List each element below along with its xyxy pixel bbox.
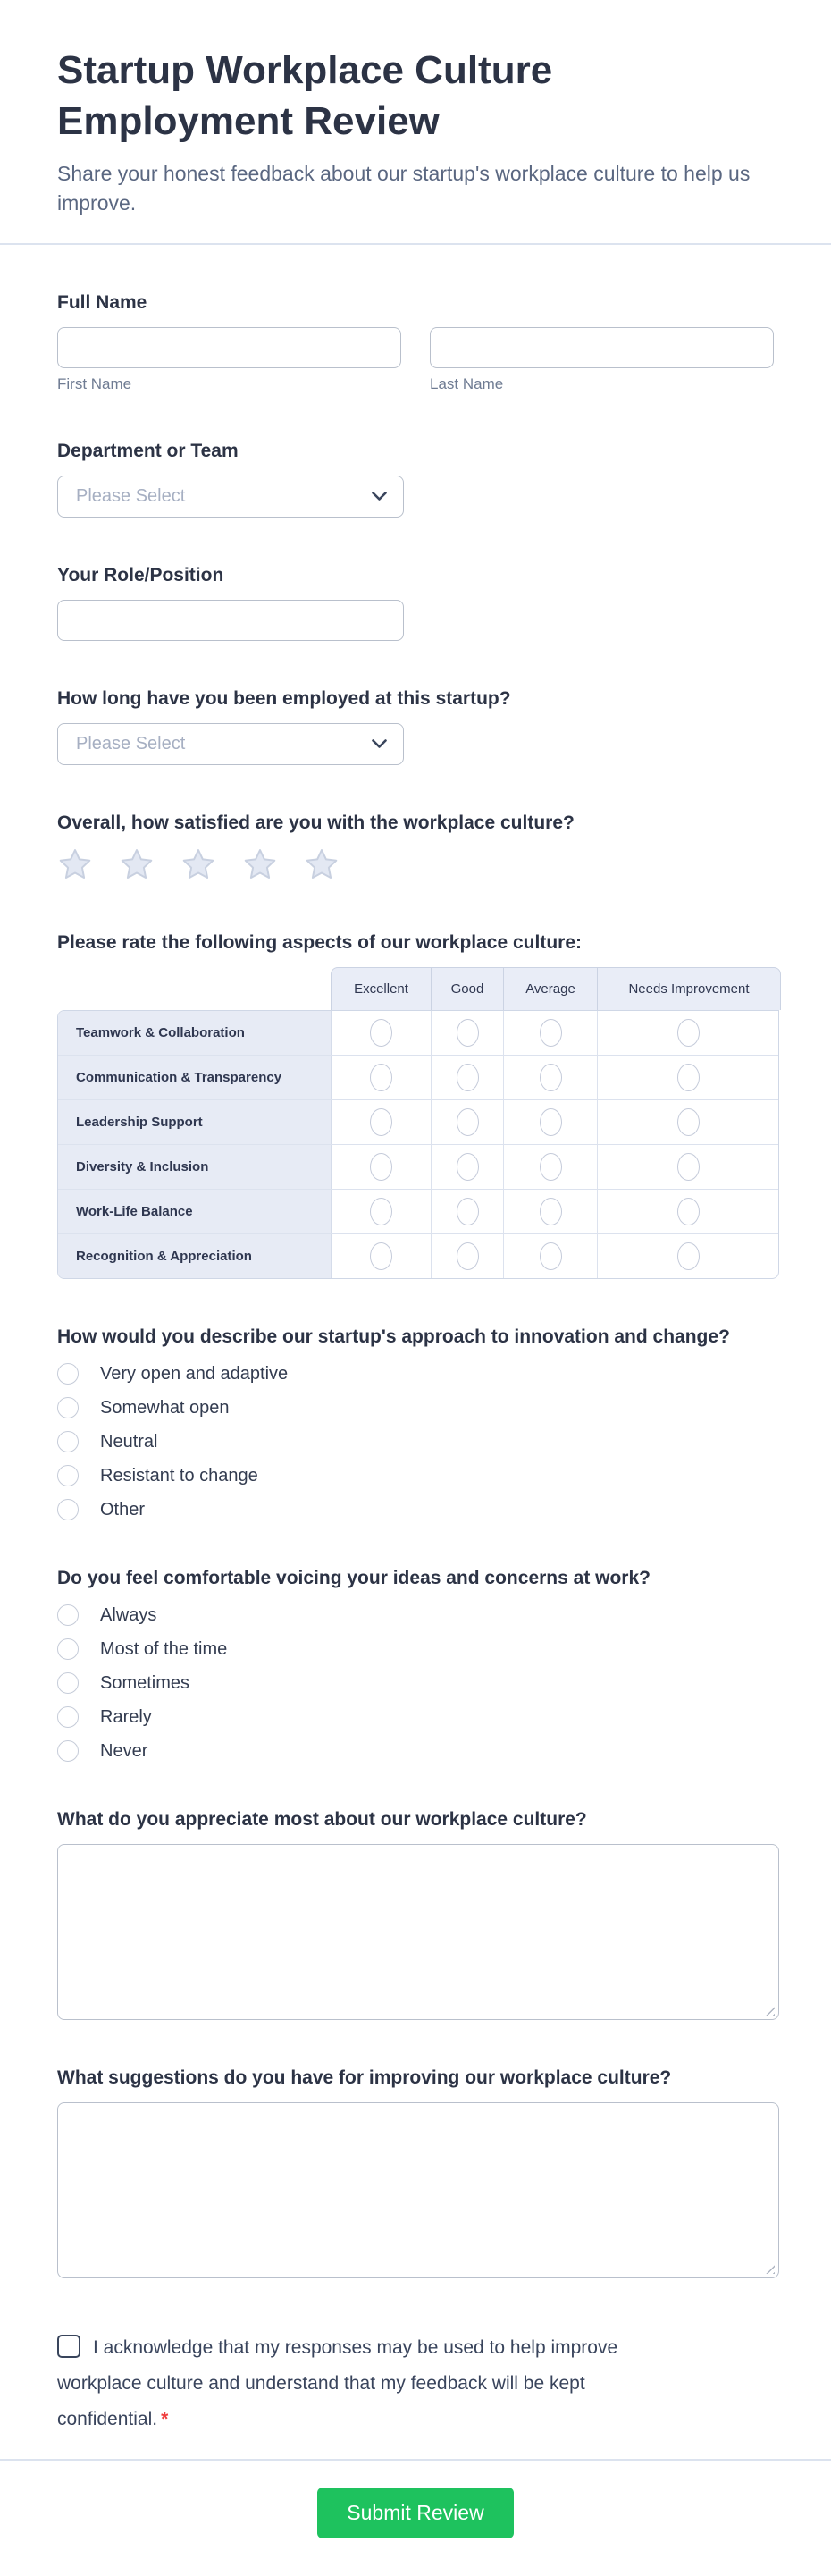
form-title: Startup Workplace Culture Employment Review	[57, 48, 553, 143]
table-row	[58, 1055, 778, 1099]
radio-circle[interactable]	[677, 1108, 700, 1136]
star-icon[interactable]	[304, 847, 340, 885]
radio-circle[interactable]	[57, 1499, 79, 1520]
row-label: Diversity & Inclusion	[58, 1145, 332, 1189]
submit-button[interactable]: Submit Review	[317, 2488, 514, 2538]
table-radio-cell-good[interactable]	[432, 1056, 504, 1099]
table-row	[58, 1099, 778, 1144]
required-asterisk: *	[161, 2409, 169, 2429]
radio-circle[interactable]	[677, 1153, 700, 1181]
table-radio-cell-average[interactable]	[504, 1145, 598, 1189]
rating-column-header: Excellent	[331, 967, 432, 1010]
appreciate-textarea[interactable]	[57, 1844, 779, 2020]
table-radio-cell-excellent[interactable]	[332, 1056, 432, 1099]
header-divider	[0, 243, 831, 245]
radio-circle[interactable]	[540, 1019, 562, 1047]
rating-table-header	[331, 967, 779, 1010]
question-innovation	[57, 1324, 774, 1520]
table-radio-cell-good[interactable]	[432, 1011, 504, 1055]
table-row	[58, 1233, 778, 1278]
radio-circle[interactable]	[370, 1198, 392, 1225]
rating-column-header: Average	[504, 967, 598, 1010]
radio-circle[interactable]	[677, 1242, 700, 1270]
radio-option-label: Always	[100, 1605, 157, 1625]
question-satisfaction	[57, 810, 774, 885]
radio-circle[interactable]	[57, 1706, 79, 1728]
radio-option-label: Very open and adaptive	[100, 1364, 289, 1384]
table-radio-cell-good[interactable]	[432, 1234, 504, 1278]
table-radio-cell-excellent[interactable]	[332, 1190, 432, 1233]
table-radio-cell-needs-improvement[interactable]	[598, 1100, 778, 1144]
table-radio-cell-needs-improvement[interactable]	[598, 1056, 778, 1099]
role-input[interactable]	[57, 600, 404, 641]
radio-circle[interactable]	[677, 1064, 700, 1091]
star-icon[interactable]	[119, 847, 155, 885]
radio-option-label: Neutral	[100, 1432, 158, 1452]
radio-option[interactable]	[57, 1465, 774, 1486]
radio-option-label: Rarely	[100, 1707, 152, 1727]
rating-column-header: Needs Improvement	[598, 967, 781, 1010]
radio-circle[interactable]	[370, 1019, 392, 1047]
radio-circle[interactable]	[57, 1465, 79, 1486]
radio-circle[interactable]	[57, 1363, 79, 1385]
table-radio-cell-excellent[interactable]	[332, 1011, 432, 1055]
appreciate-label: What do you appreciate most about our workplace culture?	[57, 1809, 587, 1830]
radio-option[interactable]	[57, 1431, 774, 1452]
tenure-select[interactable]	[57, 723, 404, 765]
table-radio-cell-good[interactable]	[432, 1100, 504, 1144]
table-radio-cell-average[interactable]	[504, 1011, 598, 1055]
radio-circle[interactable]	[370, 1153, 392, 1181]
radio-circle[interactable]	[540, 1198, 562, 1225]
radio-option[interactable]	[57, 1363, 774, 1385]
radio-circle[interactable]	[57, 1740, 79, 1762]
form-footer	[0, 2461, 831, 2574]
tenure-label: How long have you been employed at this startup?	[57, 688, 511, 709]
table-radio-cell-average[interactable]	[504, 1056, 598, 1099]
tenure-select-value: Please Select	[76, 734, 186, 753]
table-radio-cell-average[interactable]	[504, 1100, 598, 1144]
radio-circle[interactable]	[57, 1604, 79, 1626]
table-radio-cell-needs-improvement[interactable]	[598, 1011, 778, 1055]
innovation-options	[57, 1363, 774, 1520]
rating-column-header: Good	[432, 967, 504, 1010]
row-label: Leadership Support	[58, 1100, 332, 1144]
suggestions-textarea[interactable]	[57, 2102, 779, 2278]
chevron-down-icon	[372, 739, 387, 749]
satisfaction-label: Overall, how satisfied are you with the workplace culture?	[57, 812, 575, 833]
last-name-input[interactable]	[430, 327, 774, 368]
first-name-sublabel: First Name	[57, 375, 132, 392]
question-role	[57, 562, 774, 641]
table-row	[58, 1144, 778, 1189]
radio-option[interactable]	[57, 1397, 774, 1418]
suggestions-label: What suggestions do you have for improving our workplace culture?	[57, 2067, 672, 2088]
star-icon[interactable]	[57, 847, 93, 885]
table-radio-cell-average[interactable]	[504, 1190, 598, 1233]
table-row	[58, 1189, 778, 1233]
full-name-label: Full Name	[57, 292, 147, 313]
row-label: Work-Life Balance	[58, 1190, 332, 1233]
radio-circle[interactable]	[457, 1153, 479, 1181]
innovation-label: How would you describe our startup's approach to innovation and change?	[57, 1326, 730, 1347]
question-full-name	[57, 290, 774, 393]
star-icon[interactable]	[180, 847, 216, 885]
radio-option-label: Never	[100, 1741, 148, 1761]
radio-circle[interactable]	[57, 1431, 79, 1452]
voice-options	[57, 1604, 774, 1762]
radio-circle[interactable]	[370, 1242, 392, 1270]
radio-circle[interactable]	[457, 1064, 479, 1091]
radio-circle[interactable]	[457, 1198, 479, 1225]
row-label: Teamwork & Collaboration	[58, 1011, 332, 1055]
department-select-value: Please Select	[76, 486, 186, 506]
rating-table-body	[57, 1010, 779, 1279]
table-radio-cell-good[interactable]	[432, 1190, 504, 1233]
question-appreciate	[57, 1806, 774, 2020]
table-radio-cell-excellent[interactable]	[332, 1234, 432, 1278]
radio-circle[interactable]	[677, 1198, 700, 1225]
table-radio-cell-good[interactable]	[432, 1145, 504, 1189]
star-icon[interactable]	[242, 847, 278, 885]
radio-option-label: Somewhat open	[100, 1398, 230, 1418]
question-tenure	[57, 686, 774, 765]
question-rating-table	[57, 930, 774, 1279]
radio-option[interactable]	[57, 1499, 774, 1520]
department-select[interactable]	[57, 476, 404, 518]
form-body	[0, 290, 831, 2437]
acknowledgment-row[interactable]	[57, 2330, 683, 2437]
radio-option[interactable]	[57, 1706, 774, 1728]
radio-option[interactable]	[57, 1672, 774, 1694]
radio-option-label: Sometimes	[100, 1673, 190, 1693]
radio-circle[interactable]	[457, 1242, 479, 1270]
form-subtitle: Share your honest feedback about our startup's workplace culture to help us improve.	[57, 162, 751, 215]
chevron-down-icon	[372, 492, 387, 501]
form-header	[0, 0, 831, 243]
radio-option-label: Resistant to change	[100, 1466, 258, 1486]
table-radio-cell-needs-improvement[interactable]	[598, 1234, 778, 1278]
radio-circle[interactable]	[57, 1397, 79, 1418]
radio-option[interactable]	[57, 1638, 774, 1660]
row-label: Recognition & Appreciation	[58, 1234, 332, 1278]
table-radio-cell-excellent[interactable]	[332, 1100, 432, 1144]
radio-circle[interactable]	[677, 1019, 700, 1047]
question-voice	[57, 1565, 774, 1762]
table-radio-cell-average[interactable]	[504, 1234, 598, 1278]
rating-table-label: Please rate the following aspects of our workplace culture:	[57, 932, 582, 953]
radio-option-label: Most of the time	[100, 1639, 228, 1659]
table-radio-cell-needs-improvement[interactable]	[598, 1145, 778, 1189]
last-name-sublabel: Last Name	[430, 375, 504, 392]
radio-circle[interactable]	[540, 1242, 562, 1270]
radio-circle[interactable]	[370, 1108, 392, 1136]
full-name-inputs	[57, 327, 774, 393]
first-name-input[interactable]	[57, 327, 401, 368]
radio-circle[interactable]	[370, 1064, 392, 1091]
table-radio-cell-needs-improvement[interactable]	[598, 1190, 778, 1233]
radio-circle[interactable]	[540, 1153, 562, 1181]
department-label: Department or Team	[57, 441, 239, 461]
table-radio-cell-excellent[interactable]	[332, 1145, 432, 1189]
question-department	[57, 438, 774, 518]
rating-table	[57, 967, 779, 1279]
radio-circle[interactable]	[57, 1638, 79, 1660]
radio-circle[interactable]	[457, 1019, 479, 1047]
radio-circle[interactable]	[540, 1108, 562, 1136]
question-suggestions	[57, 2065, 774, 2278]
role-label: Your Role/Position	[57, 565, 224, 585]
radio-option[interactable]	[57, 1604, 774, 1626]
radio-option[interactable]	[57, 1740, 774, 1762]
radio-circle[interactable]	[540, 1064, 562, 1091]
radio-circle[interactable]	[57, 1672, 79, 1694]
radio-option-label: Other	[100, 1500, 146, 1520]
star-rating	[57, 847, 774, 885]
acknowledgment-checkbox[interactable]	[57, 2335, 80, 2358]
acknowledgment-text: I acknowledge that my responses may be used to help improve workplace culture and understand that my feedback will be kept confidential.	[57, 2337, 618, 2429]
voice-label: Do you feel comfortable voicing your ideas and concerns at work?	[57, 1568, 651, 1588]
row-label: Communication & Transparency	[58, 1056, 332, 1099]
table-row	[58, 1011, 778, 1055]
radio-circle[interactable]	[457, 1108, 479, 1136]
